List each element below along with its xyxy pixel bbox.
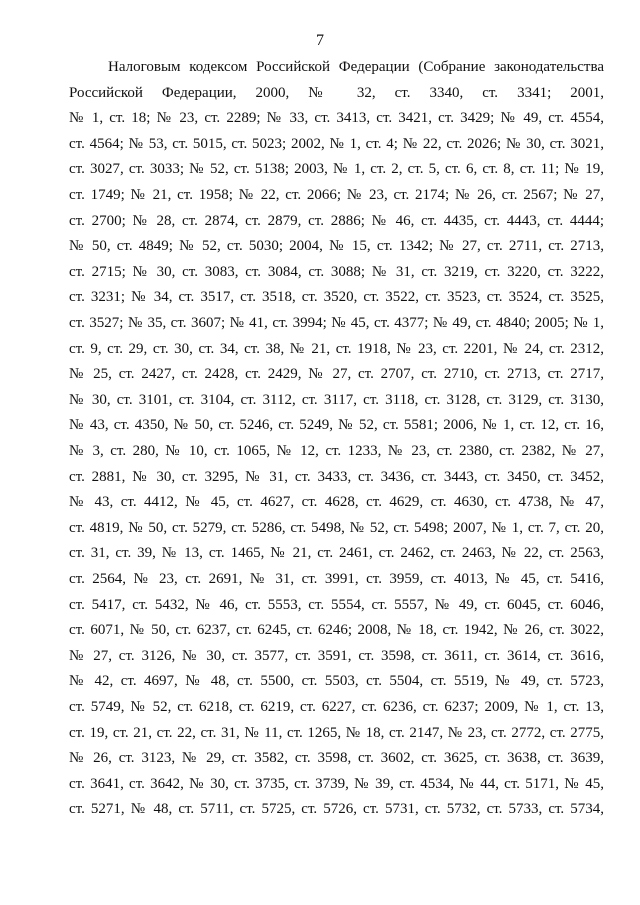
- text-line: ст. 3231; № 34, ст. 3517, ст. 3518, ст. 3520, ст. 3522, ст. 3523, ст. 3524, ст. 3525,: [69, 289, 604, 306]
- text-line: ст. 4819, № 50, ст. 5279, ст. 5286, ст. 5498, № 52, ст. 5498; 2007, № 1, ст. 7, ст. 20,: [69, 519, 604, 536]
- text-line: ст. 5271, № 48, ст. 5711, ст. 5725, ст. 5726, ст. 5731, ст. 5732, ст. 5733, ст. 5734,: [69, 801, 604, 818]
- text-line: Налоговым кодексом Российской Федерации (Собрание законодательства: [108, 59, 604, 75]
- text-line: № 50, ст. 4849; № 52, ст. 5030; 2004, № 15, ст. 1342; № 27, ст. 2711, ст. 2713,: [69, 238, 604, 255]
- text-line: № 43, ст. 4350, № 50, ст. 5246, ст. 5249, № 52, ст. 5581; 2006, № 1, ст. 12, ст. 16,: [69, 417, 604, 434]
- text-line: ст. 1749; № 21, ст. 1958; № 22, ст. 2066; № 23, ст. 2174; № 26, ст. 2567; № 27,: [69, 187, 604, 203]
- text-line: ст. 3641, ст. 3642, № 30, ст. 3735, ст. 3739, № 39, ст. 4534, № 44, ст. 5171, № 45,: [69, 775, 604, 792]
- text-line: ст. 5749, № 52, ст. 6218, ст. 6219, ст. 6227, ст. 6236, ст. 6237; 2009, № 1, ст. 13,: [69, 699, 604, 715]
- text-line: ст. 2564, № 23, ст. 2691, № 31, ст. 3991, ст. 3959, ст. 4013, № 45, ст. 5416,: [69, 571, 604, 587]
- text-line: № 27, ст. 3126, № 30, ст. 3577, ст. 3591, ст. 3598, ст. 3611, ст. 3614, ст. 3616,: [69, 647, 604, 664]
- text-line: № 25, ст. 2427, ст. 2428, ст. 2429, № 27, ст. 2707, ст. 2710, ст. 2713, ст. 2717,: [69, 366, 604, 383]
- text-line: ст. 3527; № 35, ст. 3607; № 41, ст. 3994; № 45, ст. 4377; № 49, ст. 4840; 2005; № 1,: [69, 315, 604, 331]
- text-line: ст. 2881, № 30, ст. 3295, № 31, ст. 3433, ст. 3436, ст. 3443, ст. 3450, ст. 3452,: [69, 468, 604, 485]
- text-line: ст. 2700; № 28, ст. 2874, ст. 2879, ст. 2886; № 46, ст. 4435, ст. 4443, ст. 4444;: [69, 212, 604, 229]
- text-line: № 42, ст. 4697, № 48, ст. 5500, ст. 5503, ст. 5504, ст. 5519, № 49, ст. 5723,: [69, 673, 604, 690]
- text-line: ст. 19, ст. 21, ст. 22, ст. 31, № 11, ст. 1265, № 18, ст. 2147, № 23, ст. 2772, ст. 2775,: [69, 724, 604, 741]
- text-line: ст. 4564; № 53, ст. 5015, ст. 5023; 2002, № 1, ст. 4; № 22, ст. 2026; № 30, ст. 3021,: [69, 135, 604, 152]
- text-line: ст. 9, ст. 29, ст. 30, ст. 34, ст. 38, № 21, ст. 1918, № 23, ст. 2201, № 24, ст. 2312,: [69, 340, 604, 357]
- text-line: Российской Федерации, 2000, № 32, ст. 3340, ст. 3341; 2001,: [69, 84, 604, 101]
- text-line: № 26, ст. 3123, № 29, ст. 3582, ст. 3598, ст. 3602, ст. 3625, ст. 3638, ст. 3639,: [69, 750, 604, 767]
- text-line: ст. 6071, № 50, ст. 6237, ст. 6245, ст. 6246; 2008, № 18, ст. 1942, № 26, ст. 3022,: [69, 622, 604, 639]
- text-line: № 30, ст. 3101, ст. 3104, ст. 3112, ст. 3117, ст. 3118, ст. 3128, ст. 3129, ст. 3130,: [69, 391, 604, 408]
- text-line: ст. 5417, ст. 5432, № 46, ст. 5553, ст. 5554, ст. 5557, № 49, ст. 6045, ст. 6046,: [69, 596, 604, 613]
- text-line: ст. 3027, ст. 3033; № 52, ст. 5138; 2003, № 1, ст. 2, ст. 5, ст. 6, ст. 8, ст. 11; № 19,: [69, 161, 604, 178]
- text-line: № 3, ст. 280, № 10, ст. 1065, № 12, ст. 1233, № 23, ст. 2380, ст. 2382, № 27,: [69, 443, 604, 459]
- text-line: ст. 31, ст. 39, № 13, ст. 1465, № 21, ст. 2461, ст. 2462, ст. 2463, № 22, ст. 2563,: [69, 545, 604, 562]
- page-number: 7: [316, 32, 324, 49]
- text-line: № 43, ст. 4412, № 45, ст. 4627, ст. 4628, ст. 4629, ст. 4630, ст. 4738, № 47,: [69, 494, 604, 511]
- text-line: ст. 2715; № 30, ст. 3083, ст. 3084, ст. 3088; № 31, ст. 3219, ст. 3220, ст. 3222,: [69, 263, 604, 280]
- text-line: № 1, ст. 18; № 23, ст. 2289; № 33, ст. 3413, ст. 3421, ст. 3429; № 49, ст. 4554,: [69, 110, 604, 127]
